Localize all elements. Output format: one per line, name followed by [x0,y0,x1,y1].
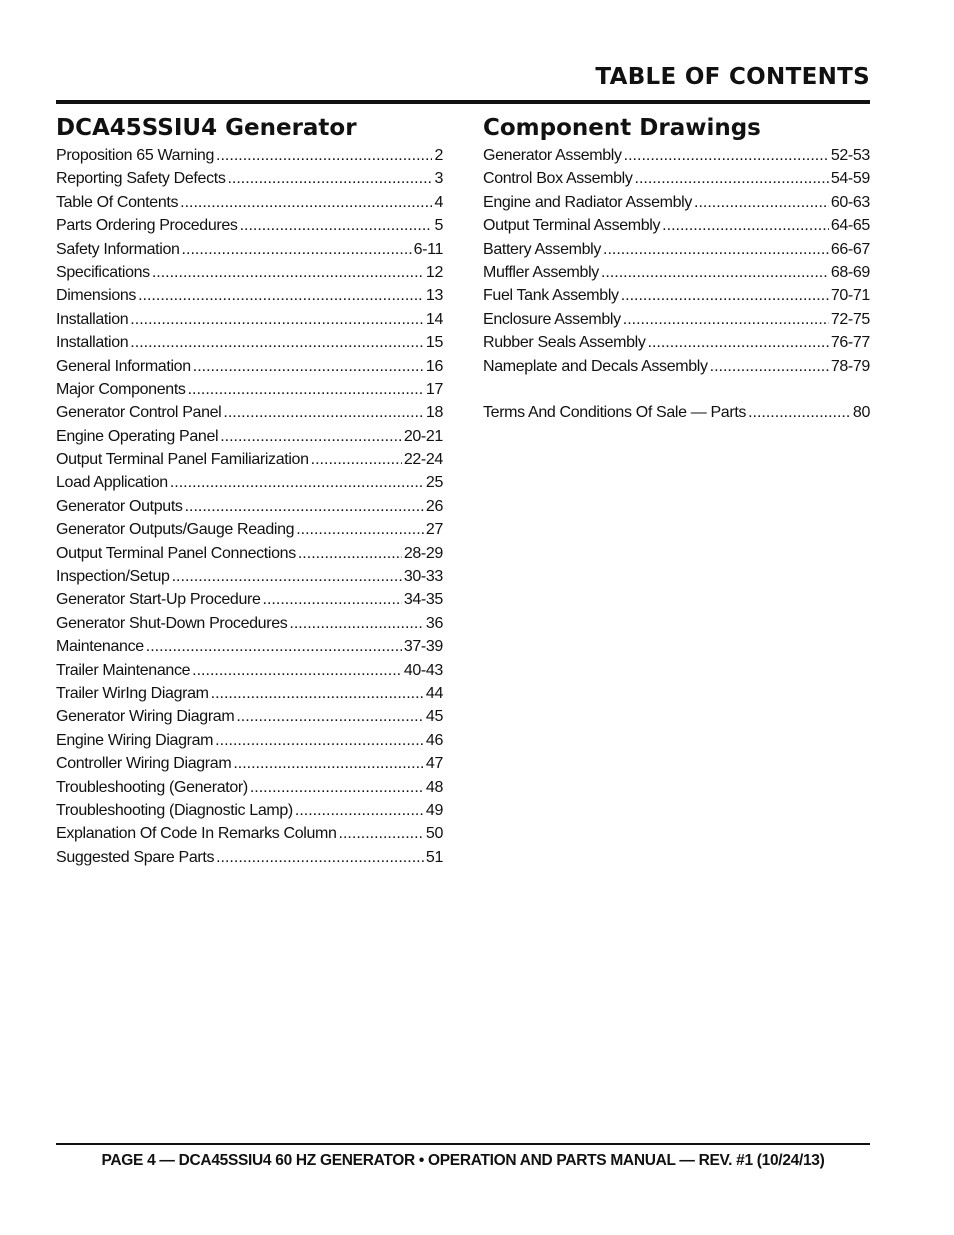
toc-entry[interactable] [56,495,443,518]
toc-entry-page: 72-75 [830,310,870,328]
toc-entry[interactable] [56,401,443,424]
toc-entry-page: 52-53 [830,147,870,164]
toc-entry[interactable] [483,355,870,378]
toc-entry-page: 47 [425,755,443,773]
toc-entry-label: General Information [56,357,191,375]
toc-entry-label: Engine Wiring Diagram [56,731,214,749]
toc-entry-label: Troubleshooting (Generator) [56,778,248,796]
toc-entry-label: Engine Operating Panel [56,427,219,445]
toc-dot-leader [227,167,432,190]
toc-entry[interactable] [56,518,443,541]
toc-entry[interactable] [56,331,443,354]
toc-entry[interactable] [56,284,443,307]
toc-entry[interactable] [56,355,443,378]
toc-entry-label: Terms And Conditions Of Sale — Parts [483,404,747,422]
toc-entry-page: 27 [425,521,443,539]
toc-entry-page: 15 [425,334,443,352]
toc-dot-leader [170,471,424,494]
toc-dot-leader [193,355,424,378]
toc-entry[interactable] [56,729,443,752]
toc-entry-label: Nameplate and Decals Assembly [483,357,708,375]
toc-entry[interactable] [483,284,870,307]
toc-dot-leader [130,331,424,354]
toc-entry-label: Dimensions [56,287,137,305]
toc-dot-leader [623,308,829,331]
toc-entry-label: Generator Wiring Diagram [56,708,235,726]
toc-entry-label: Installation [56,310,129,328]
toc-entry-page: 28-29 [403,544,443,562]
toc-entry-label: Generator Outputs/Gauge Reading [56,521,295,539]
toc-entry-page: 46 [425,731,443,749]
toc-entry-label: Suggested Spare Parts [56,848,215,866]
toc-entry-page: 3 [434,170,443,188]
toc-entry-page: 26 [425,497,443,515]
toc-entry[interactable] [56,612,443,635]
toc-entry[interactable] [56,846,443,869]
toc-entry-page: 22-24 [403,451,443,469]
toc-entry-page: 13 [425,287,443,305]
toc-entry[interactable] [56,448,443,471]
toc-dot-leader [311,448,402,471]
footer-rule [56,1143,870,1145]
toc-entry-label: Control Box Assembly [483,170,633,188]
toc-entry-page: 70-71 [830,287,870,305]
toc-entry-label: Parts Ordering Procedures [56,217,238,235]
toc-dot-leader [748,401,851,424]
toc-entry[interactable] [56,799,443,822]
toc-entry-label: Fuel Tank Assembly [483,287,619,305]
toc-list-left [56,144,443,869]
toc-entry-label: Generator Shut-Down Procedures [56,614,288,632]
toc-entry[interactable] [483,191,870,214]
toc-dot-leader [215,729,424,752]
toc-entry-page: 36 [425,614,443,632]
toc-dot-leader [188,378,424,401]
toc-entry[interactable] [483,261,870,284]
toc-entry-page: 5 [434,217,443,235]
toc-entry-page: 54-59 [830,170,870,188]
toc-entry-label: Generator Control Panel [56,404,222,422]
toc-dot-leader [621,284,829,307]
toc-entry-page: 18 [425,404,443,422]
toc-entry-label: Output Terminal Panel Connections [56,544,296,562]
toc-entry-label: Engine and Radiator Assembly [483,193,692,211]
toc-entry-page: 64-65 [830,217,870,235]
toc-entry[interactable] [56,682,443,705]
toc-entry-page: 45 [425,708,443,726]
toc-dot-leader [180,191,432,214]
toc-list-right [483,144,870,378]
toc-left-column [56,112,443,869]
toc-entry-terms[interactable] [483,401,870,424]
toc-entry[interactable] [483,331,870,354]
toc-entry-page: 16 [425,357,443,375]
toc-dot-leader [339,822,424,845]
toc-entry-label: Generator Start-Up Procedure [56,591,261,609]
toc-dot-leader [216,846,424,869]
toc-entry-page: 37-39 [403,638,443,656]
page-header-title: TABLE OF CONTENTS [595,64,870,90]
toc-dot-leader [694,191,829,214]
toc-entry-page: 17 [425,380,443,398]
toc-entry[interactable] [483,238,870,261]
right-column-title: Component Drawings [483,115,761,141]
toc-entry[interactable] [483,308,870,331]
toc-dot-leader [223,401,424,424]
toc-dot-leader [172,565,402,588]
toc-dot-leader [296,518,424,541]
toc-entry[interactable] [56,752,443,775]
toc-entry-label: Battery Assembly [483,240,602,258]
toc-dot-leader [635,167,829,190]
page-footer: PAGE 4 — DCA45SSIU4 60 HZ GENERATOR • OPERATION AND PARTS MANUAL — REV. #1 (10/24/13) [101,1152,825,1169]
toc-dot-leader [648,331,829,354]
toc-entry-page: 20-21 [403,427,443,445]
toc-dot-leader [182,238,412,261]
toc-entry-page: 49 [425,801,443,819]
toc-entry-label: Inspection/Setup [56,568,170,586]
toc-dot-leader [216,144,432,167]
toc-entry-label: Rubber Seals Assembly [483,334,646,352]
toc-entry-label: Specifications [56,263,150,281]
toc-right-column [483,112,870,425]
toc-entry-label: Load Application [56,474,168,492]
toc-dot-leader [146,635,402,658]
toc-entry[interactable] [483,167,870,190]
toc-entry-page: 66-67 [830,240,870,258]
toc-entry-label: Reporting Safety Defects [56,170,226,188]
toc-entry-page: 2 [434,147,443,164]
toc-entry-label: Proposition 65 Warning [56,147,215,164]
toc-dot-leader [662,214,829,237]
toc-entry-page: 14 [425,310,443,328]
toc-entry[interactable] [56,588,443,611]
toc-entry-page: 30-33 [403,568,443,586]
toc-entry[interactable] [56,542,443,565]
toc-dot-leader [185,495,424,518]
toc-entry-page: 51 [425,848,443,866]
toc-dot-leader [624,144,829,167]
toc-entry-page: 78-79 [830,357,870,375]
toc-entry[interactable] [56,659,443,682]
toc-entry[interactable] [56,822,443,845]
toc-entry-page: 48 [425,778,443,796]
toc-entry-label: Generator Outputs [56,497,183,515]
toc-dot-leader [298,542,402,565]
toc-entry-page: 44 [425,684,443,702]
toc-entry-page: 76-77 [830,334,870,352]
toc-entry-page: 4 [434,193,443,211]
toc-entry[interactable] [483,214,870,237]
toc-dot-leader [240,214,433,237]
toc-dot-leader [263,588,402,611]
toc-entry[interactable] [56,214,443,237]
toc-entry[interactable] [56,238,443,261]
toc-entry-label: Maintenance [56,638,144,656]
toc-entry[interactable] [56,565,443,588]
toc-entry-label: Output Terminal Assembly [483,217,661,235]
toc-dot-leader [250,776,424,799]
toc-entry-label: Table Of Contents [56,193,179,211]
toc-entry-label: Trailer Maintenance [56,661,191,679]
toc-dot-leader [603,238,829,261]
toc-entry-label: Controller Wiring Diagram [56,755,232,773]
toc-dot-leader [289,612,423,635]
toc-dot-leader [220,425,402,448]
toc-entry[interactable] [56,144,443,167]
toc-dot-leader [138,284,424,307]
toc-entry[interactable] [56,167,443,190]
toc-entry-label: Muffler Assembly [483,263,599,281]
toc-entry[interactable] [56,705,443,728]
toc-entry-page: 68-69 [830,263,870,281]
toc-dot-leader [152,261,424,284]
toc-entry[interactable] [56,191,443,214]
toc-entry-label: Explanation Of Code In Remarks Column [56,825,337,843]
toc-entry-label: Safety Information [56,240,180,258]
toc-entry[interactable] [56,776,443,799]
toc-dot-leader [192,659,402,682]
toc-entry-label: Trailer WirIng Diagram [56,684,209,702]
toc-entry-label: Major Components [56,380,186,398]
toc-dot-leader [233,752,424,775]
toc-entry[interactable] [56,425,443,448]
toc-dot-leader [211,682,424,705]
toc-entry-label: Generator Assembly [483,147,622,164]
toc-entry[interactable] [56,635,443,658]
toc-entry[interactable] [483,144,870,167]
toc-dot-leader [710,355,829,378]
toc-entry-page: 25 [425,474,443,492]
toc-entry-label: Enclosure Assembly [483,310,621,328]
toc-entry-page: 12 [425,263,443,281]
toc-entry-page: 40-43 [403,661,443,679]
toc-entry-label: Output Terminal Panel Familiarization [56,451,309,469]
toc-entry[interactable] [56,308,443,331]
toc-entry-page: 34-35 [403,591,443,609]
toc-entry-page: 60-63 [830,193,870,211]
toc-entry-label: Installation [56,334,129,352]
toc-dot-leader [295,799,424,822]
toc-dot-leader [130,308,424,331]
toc-entry[interactable] [56,471,443,494]
toc-spacer [483,378,870,401]
left-column-title: DCA45SSIU4 Generator [56,115,357,141]
toc-entry-page: 6-11 [413,240,443,258]
toc-entry-page: 80 [852,404,870,422]
toc-dot-leader [601,261,829,284]
toc-entry[interactable] [56,378,443,401]
toc-entry[interactable] [56,261,443,284]
header-rule [56,100,870,104]
toc-dot-leader [236,705,424,728]
toc-entry-label: Troubleshooting (Diagnostic Lamp) [56,801,293,819]
toc-entry-page: 50 [425,825,443,843]
